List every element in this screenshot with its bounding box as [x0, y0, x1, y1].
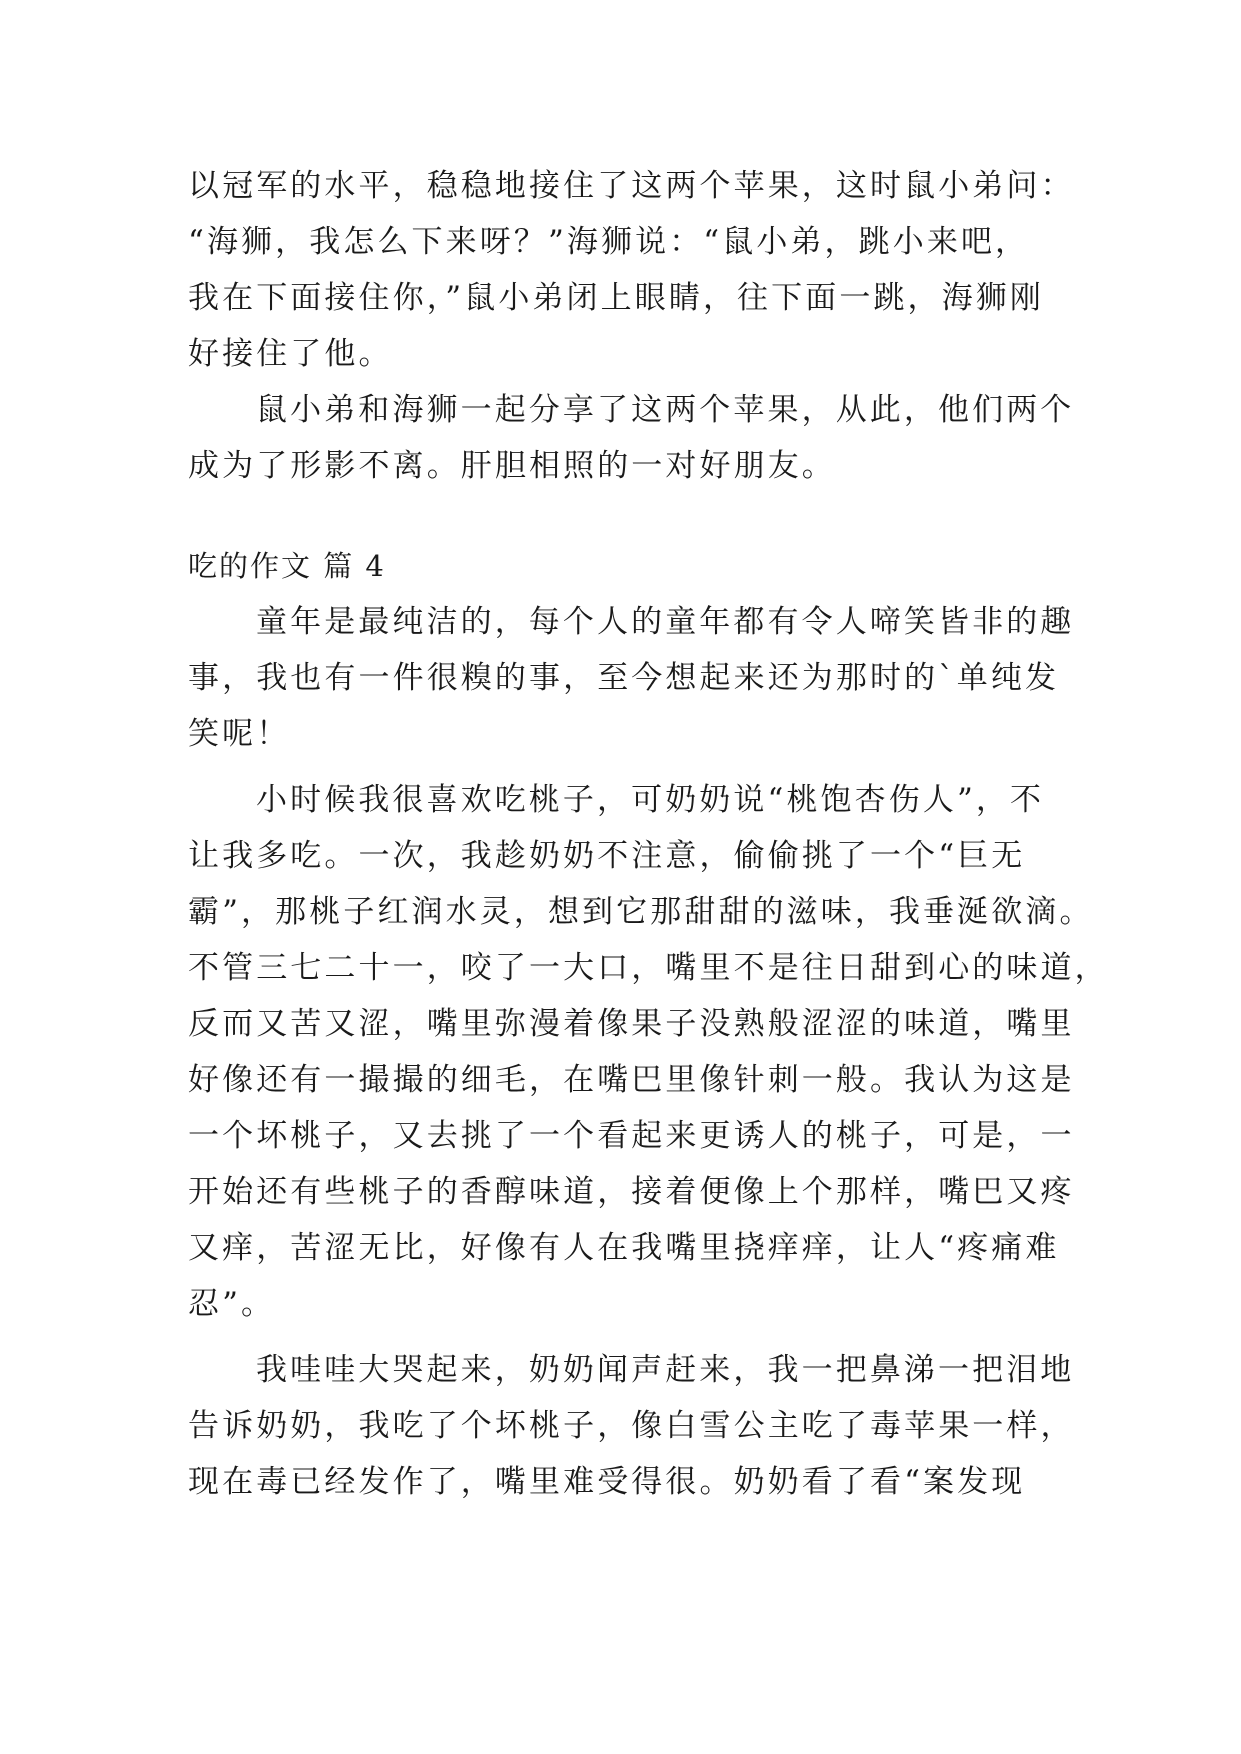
text-line: 事，我也有一件很糗的事，至今想起来还为那时的`单纯发 [188, 660, 1060, 696]
text-line: 成为了形影不离。肝胆相照的一对好朋友。 [188, 448, 836, 484]
text-line: 我哇哇大哭起来，奶奶闻声赶来，我一把鼻涕一把泪地 [256, 1352, 1075, 1388]
paragraph [188, 772, 1109, 1332]
text-line: 霸”，那桃子红润水灵，想到它那甜甜的滋味，我垂涎欲滴。 [188, 894, 1094, 930]
text-line: 不管三七二十一，咬了一大口，嘴里不是往日甜到心的味道， [188, 950, 1109, 986]
paragraph [188, 382, 1075, 494]
text-line: 一个坏桃子，又去挑了一个看起来更诱人的桃子，可是，一 [188, 1118, 1075, 1154]
text-line: 以冠军的水平，稳稳地接住了这两个苹果，这时鼠小弟问： [188, 168, 1075, 204]
section-heading: 吃的作文 篇 4 [188, 549, 386, 583]
text-line: 好接住了他。 [188, 336, 393, 372]
text-line: 反而又苦又涩，嘴里弥漫着像果子没熟般涩涩的味道，嘴里 [188, 1006, 1075, 1042]
text-line: 笑呢！ [188, 716, 291, 752]
paragraph [188, 1342, 1075, 1510]
text-line: 现在毒已经发作了，嘴里难受得很。奶奶看了看“案发现 [188, 1464, 1026, 1500]
text-line: 我在下面接住你，”鼠小弟闭上眼睛，往下面一跳，海狮刚 [188, 280, 1044, 316]
text-line: 小时候我很喜欢吃桃子，可奶奶说“桃饱杏伤人”，不 [256, 782, 1045, 818]
text-line: 忍”。 [188, 1286, 276, 1322]
text-line: 让我多吃。一次，我趁奶奶不注意，偷偷挑了一个“巨无 [188, 838, 1026, 874]
paragraph-continued [188, 158, 1075, 382]
text-line: 告诉奶奶，我吃了个坏桃子，像白雪公主吃了毒苹果一样， [188, 1408, 1075, 1444]
text-line: 童年是最纯洁的，每个人的童年都有令人啼笑皆非的趣 [256, 604, 1075, 640]
text-line: “海狮，我怎么下来呀？”海狮说：“鼠小弟，跳小来吧， [188, 224, 1030, 260]
document-body [188, 158, 1109, 1510]
text-line: 鼠小弟和海狮一起分享了这两个苹果，从此，他们两个 [256, 392, 1075, 428]
paragraph [188, 594, 1075, 762]
text-line: 开始还有些桃子的香醇味道，接着便像上个那样，嘴巴又疼 [188, 1174, 1075, 1210]
text-line: 又痒，苦涩无比，好像有人在我嘴里挠痒痒，让人“疼痛难 [188, 1230, 1060, 1266]
text-line: 好像还有一撮撮的细毛，在嘴巴里像针刺一般。我认为这是 [188, 1062, 1075, 1098]
